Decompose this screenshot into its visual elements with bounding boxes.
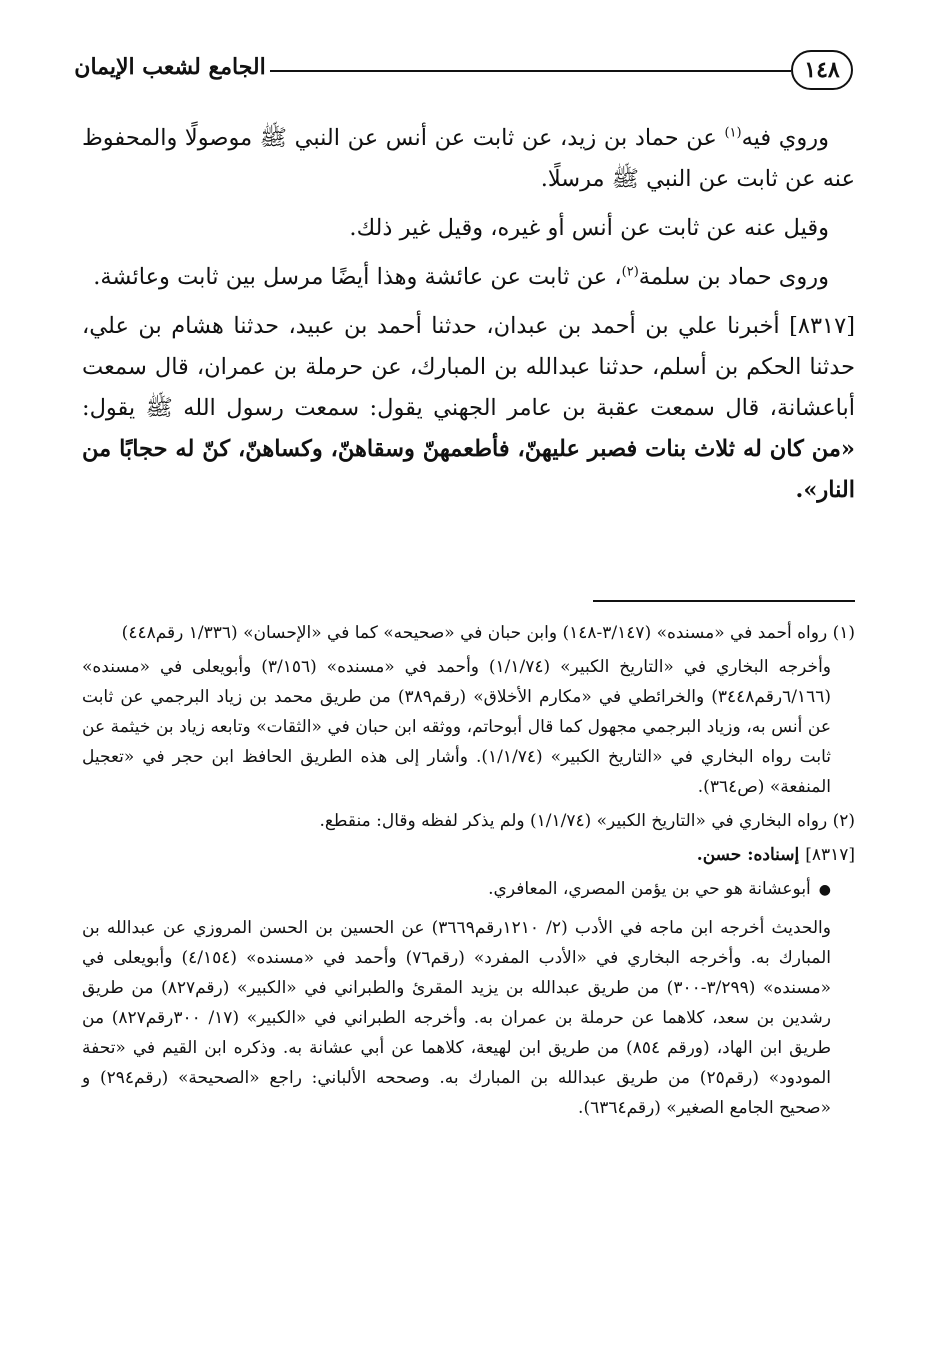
footnote-2: (٢) رواه البخاري في «التاريخ الكبير» (١/١/٧٤) ولم يذكر لفظه وقال: منقطع.: [319, 811, 855, 831]
running-title: الجامع لشعب الإيمان: [74, 54, 266, 80]
paragraph-3-text-cont: ، عن ثابت عن عائشة وهذا أيضًا مرسل بين ثابت وعائشة.: [93, 264, 622, 290]
footnote-1: (١) رواه أحمد في «مسنده» (٣/١٤٧-١٤٨) وابن حبان في «صحيحه» كما في «الإحسان» (١/٣٣٦ رقم٤٤٨): [121, 623, 855, 643]
hadith-number: [٨٣١٧]: [789, 313, 855, 339]
bullet-note: [82, 874, 855, 905]
paragraph-1: [82, 118, 855, 200]
footnote-separator: [593, 600, 855, 602]
paragraph-3-text: وروى حماد بن سلمة: [638, 264, 829, 290]
grading-number: [٨٣١٧]: [805, 845, 855, 865]
grading-line: [82, 840, 855, 870]
paragraph-1-text-cont: عن حماد بن زيد، عن ثابت عن أنس عن النبي ﷺ موصولًا والمحفوظ عنه عن ثابت عن النبي ﷺ مرسلًا.: [82, 125, 855, 192]
main-text: [82, 118, 855, 511]
page-header: [70, 48, 853, 100]
header-rule: [270, 70, 791, 72]
grading-text: إسناده: حسن.: [696, 845, 806, 865]
hadith-paragraph: [82, 306, 855, 511]
footnote-ref-1: (١): [724, 125, 742, 141]
page-number: ١٤٨: [791, 50, 853, 90]
takhrij-note: والحديث أخرجه ابن ماجه في الأدب (٢/ ١٢١٠رقم٣٦٦٩) عن الحسين بن الحسن المروزي عن عبدالله بن المبارك به. وأخرجه البخاري في «الأدب المفرد» (رقم٧٦) وأحمد في «مسنده» (٤/١٥٤) وأبويعلى في «مسنده» (٣/٢٩٩-٣٠٠) من طريق عبدالله بن يزيد المقرئ والطبراني في «الكبير» (رقم٨٢٧) من طريق رشدين بن سعد، كلاهما عن حرملة بن عمران به. وأخرجه الطبراني في «الكبير» (١٧/ ٣٠٠رقم٨٢٧) من طريق ابن الهاد، (ورقم ٨٥٤) من طريق ابن لهيعة، كلاهما عن أبي عشانة به. وذكره ابن القيم في «تحفة المودود» (رقم٢٥) من طريق عبدالله بن المبارك به. وصححه الألباني: راجع «الصحيحة» (رقم٢٩٤) و «صحيح الجامع الصغير» (رقم٦٣٦٤).: [82, 918, 832, 1118]
paragraph-2: وقيل عنه عن ثابت عن أنس أو غيره، وقيل غير ذلك.: [349, 215, 829, 241]
hadith-matn: «من كان له ثلاث بنات فصبر عليهنّ، فأطعمهنّ وسقاهنّ، وكساهنّ، كنّ له حجابًا من النار».: [82, 436, 855, 503]
footnotes: [82, 618, 855, 1127]
footnote-1-continued: وأخرجه البخاري في «التاريخ الكبير» (١/١/٧٤) وأحمد في «مسنده» (٣/١٥٦) وأبويعلى في «مسنده» (٦/١٦٦رقم٣٤٤٨) والخرائطي في «مكارم الأخلاق» (رقم٣٨٩) من طريق محمد بن زياد البرجمي عن ثابت عن أنس به، وزياد البرجمي مجهول كما قال أبوحاتم، ووثقه ابن حبان في «الثقات» وتابعه زياد بن خيثمة عن ثابت رواه البخاري في «التاريخ الكبير» (١/١/٧٤). وأشار إلى هذه الطريق الحافظ ابن حجر في «تعجيل المنفعة» (ص٣٦٤).: [82, 657, 831, 797]
paragraph-3: [82, 257, 855, 298]
bullet-text: أبوعشانة هو حي بن يؤمن المصري، المعافري.: [488, 879, 811, 899]
bullet-icon: ●: [818, 882, 831, 898]
footnote-ref-2: (٢): [621, 264, 639, 280]
paragraph-1-text: وروي فيه: [741, 125, 830, 151]
hadith-isnad: أخبرنا علي بن أحمد بن عبدان، حدثنا أحمد بن عبيد، حدثنا هشام بن علي، حدثنا الحكم بن أسلم، حدثنا عبدالله بن المبارك، عن حرملة بن عمران، قال سمعت أباعشانة، قال سمعت عقبة بن عامر الجهني يقول: سمعت رسول الله ﷺ يقول:: [82, 313, 855, 421]
